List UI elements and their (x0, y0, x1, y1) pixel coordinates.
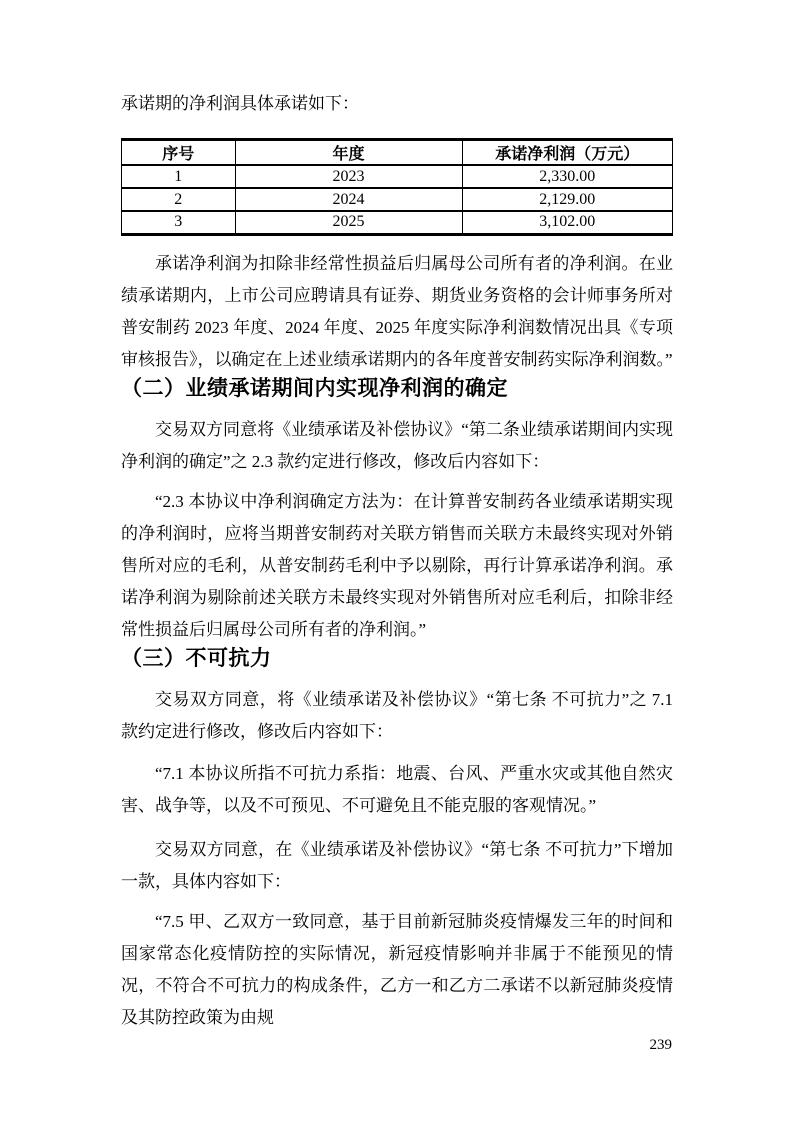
table-cell-year: 2025 (235, 211, 462, 234)
table-row (122, 211, 673, 234)
section-heading-2: （二）业绩承诺期间内实现净利润的确定 (121, 376, 508, 400)
profit-commitment-table (121, 138, 673, 236)
paragraph-clause-2-3: “2.3 本协议中净利润确定方法为：在计算普安制药各业绩承诺期实现的净利润时，应将当期普安制药对关联方销售而关联方未最终实现对外销售所对应的毛利，从普安制药毛利中予以剔除，再行计算承诺净利润。承诺净利润为剔除前述关联方未最终实现对外销售所对应毛利后，扣除非经常性损益后归属母公司所有者的净利润。” (121, 491, 673, 639)
paragraph-amend-2-3: 交易双方同意将《业绩承诺及补偿协议》“第二条业绩承诺期间内实现净利润的确定”之 2.3 款约定进行修改，修改后内容如下： (121, 419, 673, 471)
table-cell-year: 2023 (235, 165, 462, 188)
table-cell-seq: 1 (122, 165, 236, 188)
section-heading-3: （三）不可抗力 (121, 646, 272, 670)
table-header-year: 年度 (235, 140, 462, 166)
table-cell-value: 2,330.00 (462, 165, 673, 188)
paragraph-net-profit-definition: 承诺净利润为扣除非经常性损益后归属母公司所有者的净利润。在业绩承诺期内，上市公司应聘请具有证券、期货业务资格的会计师事务所对普安制药 2023 年度、2024 年度、2025 年度实际净利润数情况出具《专项审核报告》，以确定在上述业绩承诺期内的各年度普安制药实际净利润数。” (121, 253, 673, 369)
table-header-row (122, 140, 673, 166)
paragraph-clause-7-1: “7.1 本协议所指不可抗力系指：地震、台风、严重水灾或其他自然灾害、战争等，以及不可预见、不可避免且不能克服的客观情况。” (121, 763, 673, 815)
table-cell-seq: 2 (122, 188, 236, 211)
table-header-seq: 序号 (122, 140, 236, 166)
table-cell-year: 2024 (235, 188, 462, 211)
paragraph-clause-7-5: “7.5 甲、乙双方一致同意，基于目前新冠肺炎疫情爆发三年的时间和国家常态化疫情防控的实际情况，新冠疫情影响并非属于不能预见的情况，不符合不可抗力的构成条件，乙方一和乙方二承诺不以新冠肺炎疫情及其防控政策为由规 (121, 911, 673, 1027)
continuation-paragraph: 承诺期的净利润具体承诺如下： (121, 94, 359, 113)
table-cell-value: 3,102.00 (462, 211, 673, 234)
table-cell-seq: 3 (122, 211, 236, 234)
table-row (122, 165, 673, 188)
paragraph-amend-7-1: 交易双方同意，将《业绩承诺及补偿协议》“第七条 不可抗力”之 7.1 款约定进行修改，修改后内容如下： (121, 689, 673, 741)
table-cell-value: 2,129.00 (462, 188, 673, 211)
table-row (122, 188, 673, 211)
table-header-value: 承诺净利润（万元） (462, 140, 673, 166)
paragraph-add-clause: 交易双方同意，在《业绩承诺及补偿协议》“第七条 不可抗力”下增加一款，具体内容如下： (121, 839, 673, 891)
page-number: 239 (649, 1037, 672, 1053)
